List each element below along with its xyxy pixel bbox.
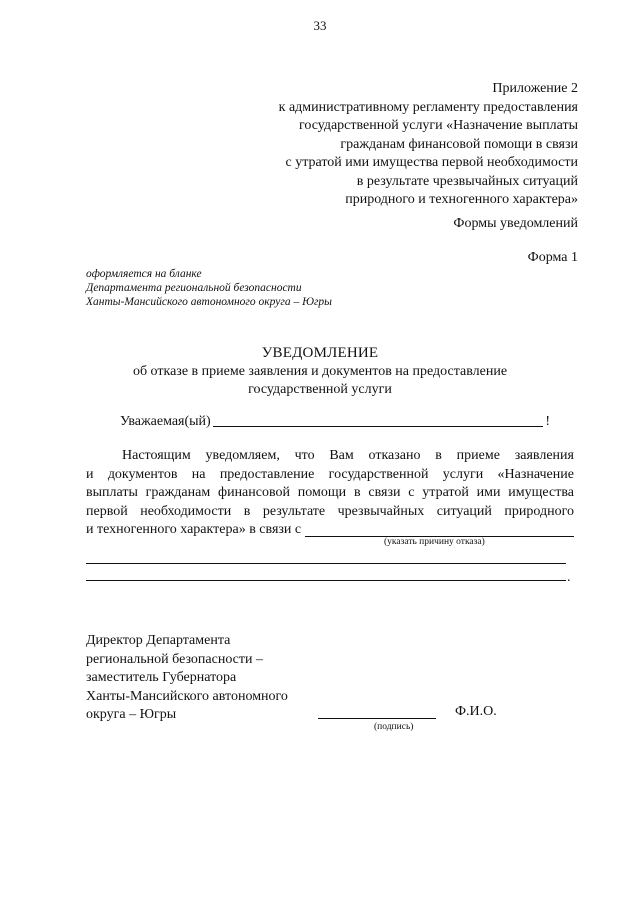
body-word: имущества (508, 485, 574, 501)
signer-block (86, 632, 288, 725)
signer-name-placeholder: Ф.И.О. (455, 704, 497, 719)
salutation-prefix: Уважаемая(ый) (120, 414, 211, 429)
body-word: государственной (328, 466, 429, 482)
body-word: услуги (442, 466, 484, 482)
body-word: и (86, 466, 94, 482)
appendix-line: в результате чрезвычайных ситуаций (356, 173, 578, 189)
signature-hint: (подпись) (374, 722, 414, 732)
signer-line: Директор Департамента (86, 633, 231, 648)
body-word: Вам (329, 448, 354, 463)
body-word: в (243, 503, 251, 519)
body-word: результате (262, 503, 326, 519)
body-line (86, 466, 574, 485)
body-word: на (191, 466, 206, 482)
body-word: гражданам (145, 485, 211, 501)
body-word: выплаты (86, 485, 138, 501)
body-word: финансовой (218, 485, 290, 501)
body-line (86, 503, 574, 522)
body-word: чрезвычайных (337, 503, 425, 519)
appendix-header (158, 80, 578, 210)
body-word: отказано (368, 448, 421, 463)
body-word: помощи (297, 485, 347, 501)
body-word: Настоящим (122, 448, 191, 463)
refusal-reason-hint: (указать причину отказа) (384, 537, 485, 547)
body-word: ими (476, 485, 501, 501)
refusal-reason-blank[interactable] (305, 526, 574, 537)
body-line (86, 447, 574, 466)
body-word: документов (107, 466, 178, 482)
signer-line: региональной безопасности – (86, 651, 263, 667)
salutation-suffix: ! (545, 414, 550, 429)
appendix-line: Приложение 2 (492, 81, 578, 96)
notice-body (86, 447, 574, 540)
notice-subtitle (0, 363, 640, 399)
body-word: «Назначение (497, 466, 574, 482)
appendix-line: природного и техногенного характера» (345, 192, 578, 207)
form-number: Форма 1 (527, 250, 578, 265)
salutation (120, 414, 550, 430)
signer-line: заместитель Губернатора (86, 670, 237, 686)
body-word: утратой (422, 485, 469, 501)
body-word: в (353, 485, 361, 501)
body-word: что (294, 448, 315, 463)
body-word: ситуаций (436, 503, 492, 519)
appendix-line: к административному регламенту предоставления (278, 99, 578, 115)
body-word: заявления (514, 448, 574, 463)
letterhead-line: Департамента региональной безопасности (86, 282, 302, 294)
body-word: связи (368, 485, 401, 501)
body-word: необходимости (140, 503, 232, 519)
body-line (86, 484, 574, 503)
signer-line: Ханты-Мансийского автономного (86, 688, 288, 704)
signature-blank[interactable] (318, 718, 436, 719)
notice-subtitle-line: об отказе в приеме заявления и документов на предоставление (132, 364, 508, 379)
body-line-text: и техногенного характера» в связи с (86, 522, 302, 538)
body-word: приеме (456, 448, 500, 463)
notice-title: УВЕДОМЛЕНИЕ (261, 345, 379, 361)
refusal-reason-blank-2[interactable] (86, 563, 566, 564)
body-word: уведомляем, (205, 448, 280, 463)
body-line (86, 521, 574, 540)
refusal-reason-blank-3[interactable] (86, 580, 566, 581)
closing-period: . (567, 570, 571, 585)
forms-title: Формы уведомлений (453, 216, 578, 231)
body-word: природного (504, 503, 574, 519)
body-word: с (408, 485, 415, 501)
body-word: предоставление (219, 466, 315, 482)
letterhead-note (86, 267, 332, 309)
body-word: в (435, 448, 442, 463)
signer-line: округа – Югры (86, 707, 177, 723)
body-word: первой (86, 503, 128, 519)
notice-subtitle-line: государственной услуги (248, 382, 392, 397)
recipient-name-blank[interactable] (213, 414, 544, 427)
letterhead-line: Ханты-Мансийского автономного округа – Югры (86, 296, 332, 308)
page-number: 33 (313, 18, 327, 33)
appendix-line: государственной услуги «Назначение выплаты (298, 118, 578, 133)
appendix-line: гражданам финансовой помощи в связи (340, 136, 578, 152)
appendix-line: с утратой ими имущества первой необходимости (285, 155, 578, 170)
letterhead-line: оформляется на бланке (86, 268, 202, 280)
